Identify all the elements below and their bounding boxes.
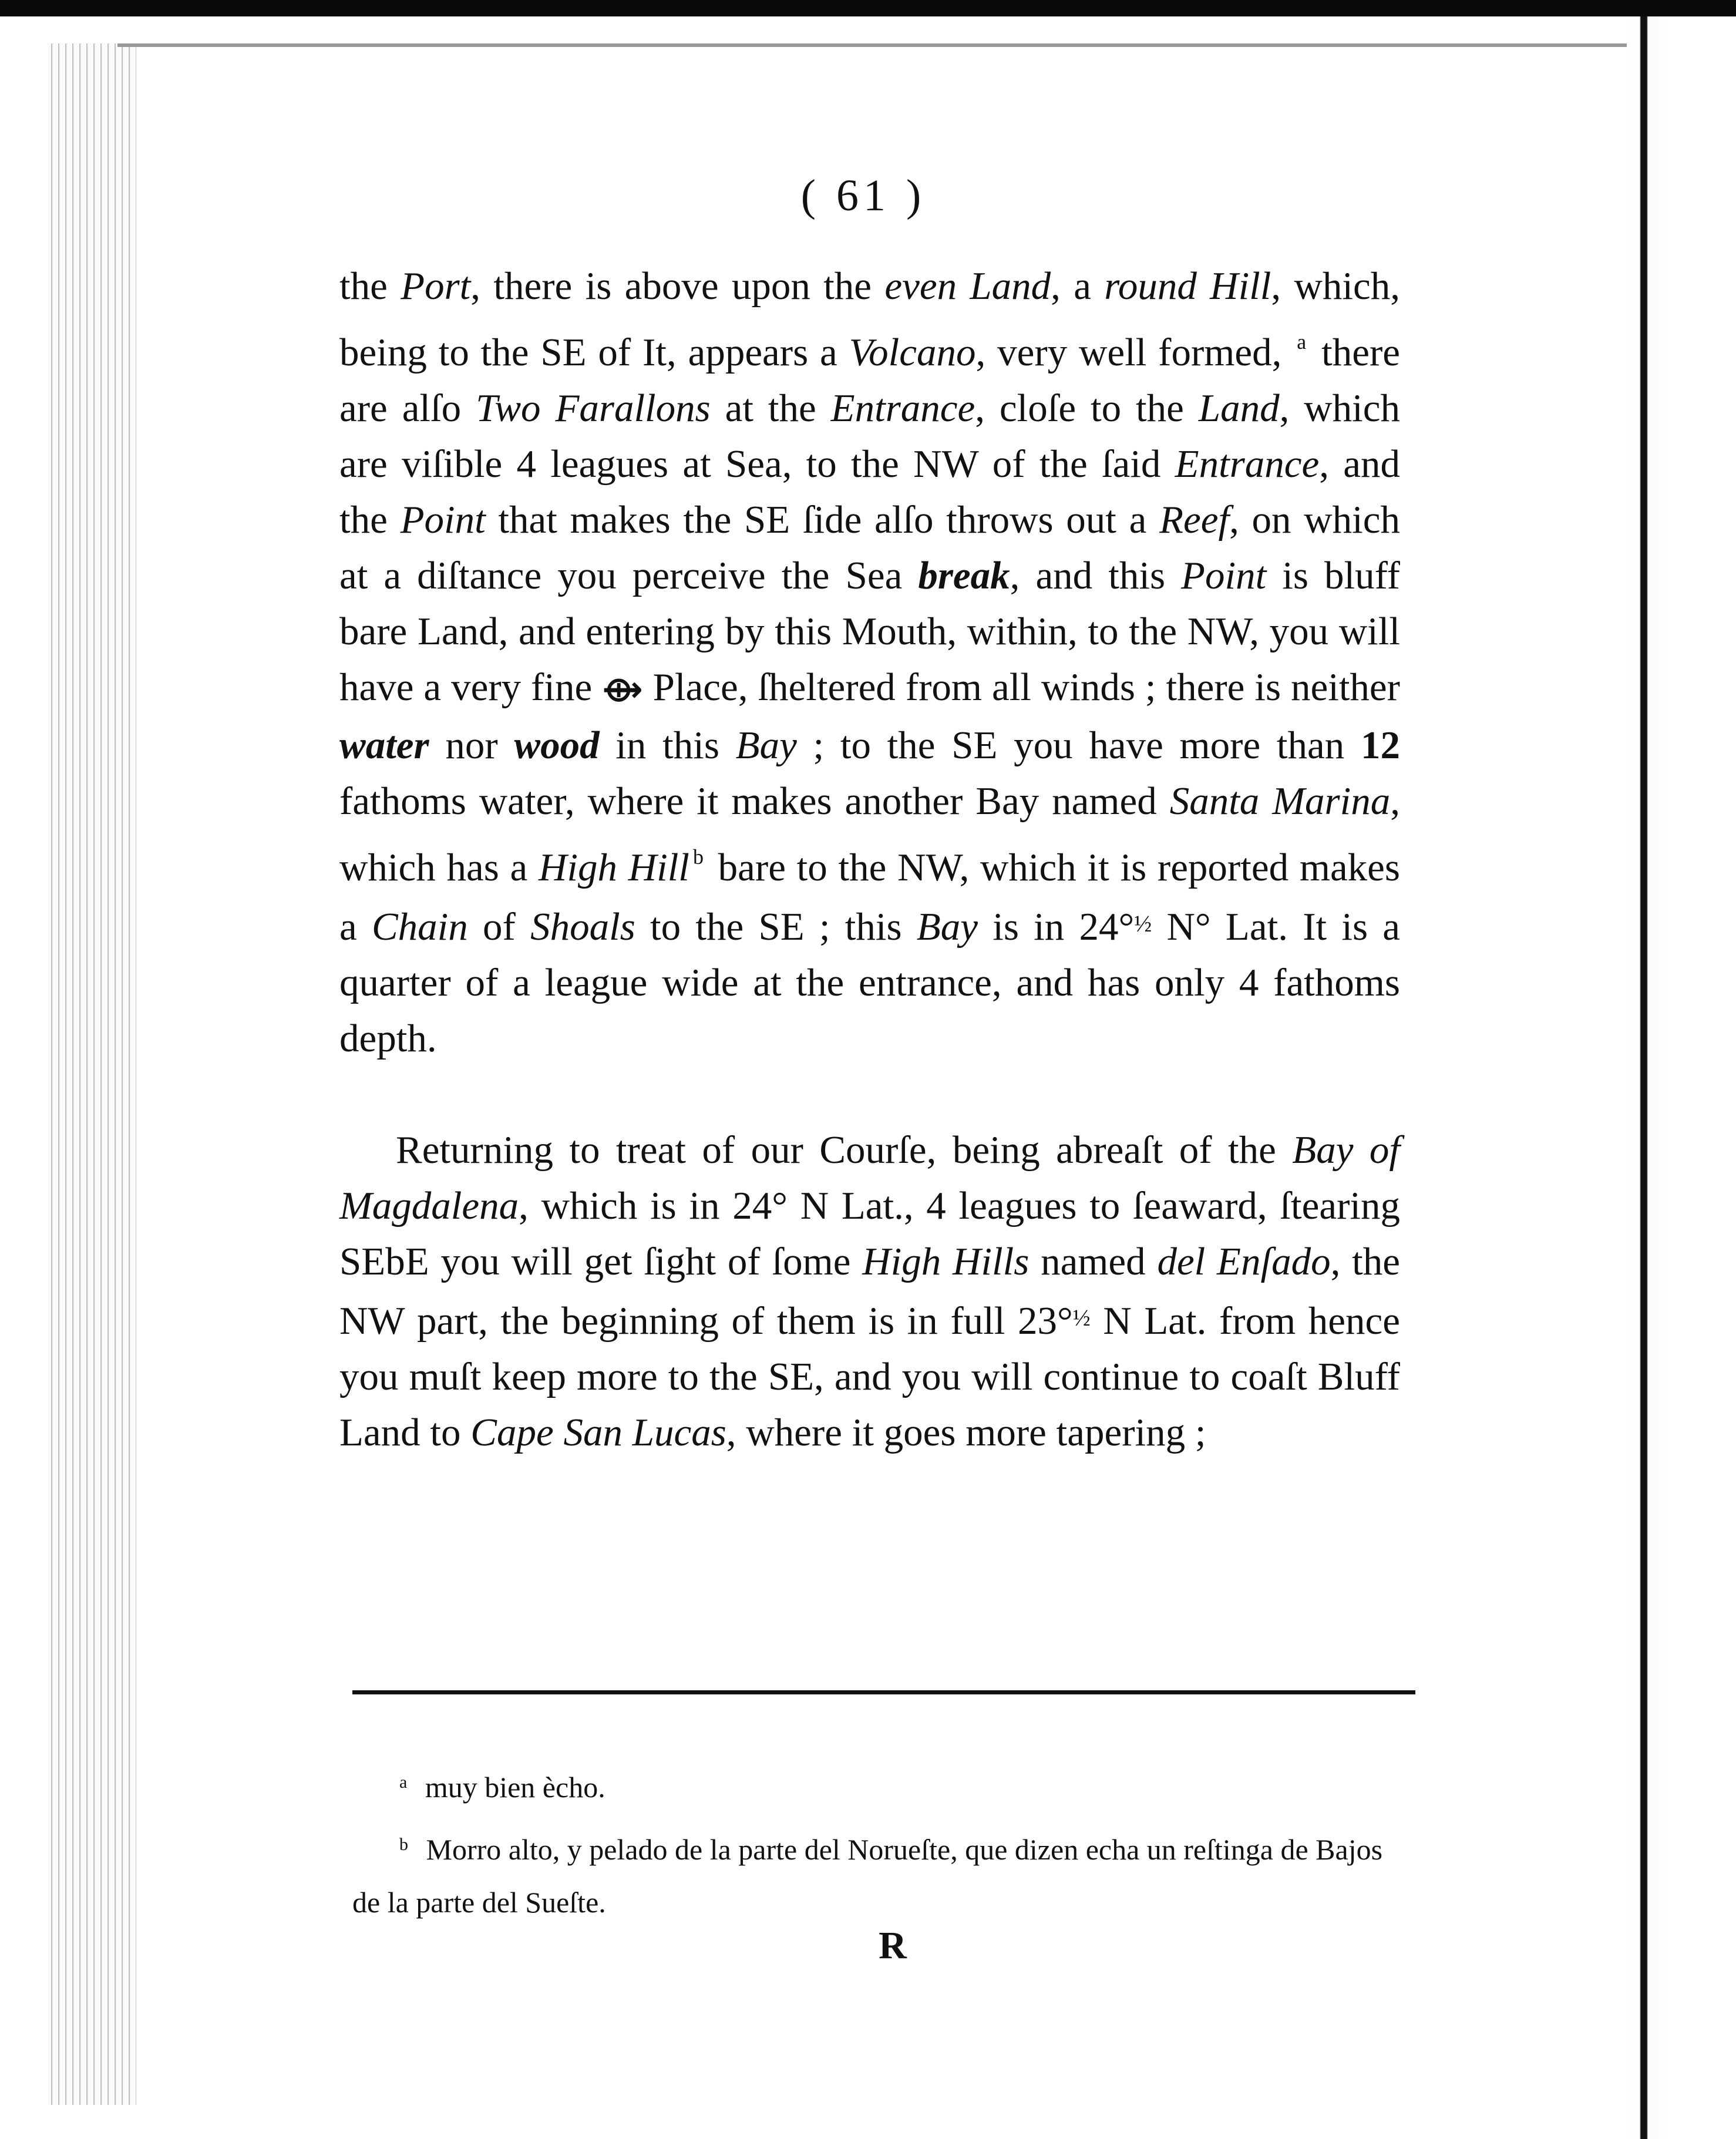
text-run: of bbox=[467, 905, 531, 949]
text-run: , cloſe to the bbox=[975, 386, 1199, 430]
binding-gutter bbox=[1627, 16, 1669, 2139]
footnote-mark: a bbox=[399, 1773, 408, 1792]
italic-run: round Hill bbox=[1104, 264, 1271, 308]
bold-run: 12 bbox=[1361, 724, 1401, 767]
text-run: nor bbox=[429, 724, 514, 767]
italic-run: del Enſado bbox=[1157, 1240, 1331, 1283]
text-run: to the SE ; this bbox=[635, 905, 917, 949]
text-run: Returning to treat of our Courſe, being abreaſt of the bbox=[396, 1128, 1293, 1172]
text-run: , and the bbox=[339, 442, 1400, 542]
text-run: , which, being to the SE of It, appears a bbox=[339, 264, 1400, 374]
scan-top-border bbox=[0, 0, 1736, 16]
italic-run: Volcano bbox=[849, 331, 976, 374]
paragraph bbox=[339, 1122, 1400, 1461]
text-run: , very well formed, bbox=[975, 331, 1294, 374]
italic-run: Entrance bbox=[1175, 442, 1320, 486]
italic-run: Point bbox=[1181, 554, 1267, 597]
footnote-ref: b bbox=[692, 845, 704, 869]
italic-run: Bay of Magdalena bbox=[339, 1128, 1400, 1227]
page-stack-edges bbox=[48, 43, 136, 2105]
text-run: , a bbox=[1051, 264, 1105, 308]
page-number: ( 61 ) bbox=[800, 171, 926, 220]
text-run: bare to the NW, which it is reported makes a bbox=[339, 846, 1400, 949]
text-run: , there is above upon the bbox=[470, 264, 885, 308]
italic-run: Two Farallons bbox=[476, 386, 711, 430]
italic-run: Chain bbox=[371, 905, 468, 949]
text-run: the bbox=[339, 264, 401, 308]
text-run: that makes the SE ſide alſo throws out a bbox=[485, 498, 1160, 542]
text-run: there are alſo bbox=[339, 331, 1400, 430]
footnote-text: muy bien ècho. bbox=[425, 1771, 605, 1804]
footnote-mark: b bbox=[399, 1835, 408, 1854]
body-text bbox=[339, 258, 1400, 1461]
italic-run: Bay bbox=[735, 724, 797, 767]
text-run: , which has a bbox=[339, 779, 1400, 889]
bold-italic-run: wood bbox=[514, 724, 600, 767]
italic-run: Reef bbox=[1159, 498, 1230, 542]
text-run: named bbox=[1029, 1240, 1158, 1283]
bold-italic-run: break bbox=[918, 554, 1010, 597]
italic-run: Land bbox=[1198, 386, 1280, 430]
fraction: ½ bbox=[1134, 910, 1152, 937]
footnote-ref: a bbox=[1297, 330, 1307, 354]
text-run: ; to the SE you have more than bbox=[796, 724, 1361, 767]
footnote-a bbox=[352, 1756, 1415, 1814]
italic-run: Point bbox=[400, 498, 486, 542]
bold-italic-run: water bbox=[339, 724, 429, 767]
footnote-text: Morro alto, y pelado de la parte del Norueſte, que dizen echa un reſtinga de Bajos de la parte del Sueſte. bbox=[352, 1833, 1383, 1919]
text-run: at the bbox=[710, 386, 831, 430]
text-run: N° Lat. It is a quarter of a league wide at the entrance, and has only 4 fathoms depth. bbox=[339, 905, 1401, 1060]
text-run: , which is in 24° N Lat., 4 leagues to ſeaward, ſtearing SEbE you will get ſight of ſome bbox=[339, 1184, 1400, 1283]
footnote-b bbox=[352, 1818, 1415, 1929]
fraction: ½ bbox=[1072, 1304, 1091, 1331]
text-run: is in 24° bbox=[977, 905, 1135, 949]
text-run: Place, ſheltered from all winds ; there is neither bbox=[642, 665, 1400, 709]
signature-mark: R bbox=[879, 1924, 907, 1967]
footnotes bbox=[352, 1756, 1415, 1929]
italic-run: Bay bbox=[916, 905, 978, 949]
text-run: N Lat. from hence you muſt keep more to the SE, and you will continue to coaſt Bluff Land to bbox=[339, 1299, 1400, 1454]
italic-run: Port bbox=[401, 264, 471, 308]
anchor-icon: ⟴ bbox=[602, 669, 643, 710]
text-run: , on which at a diſtance you perceive the Sea bbox=[339, 498, 1400, 597]
footnote-rule bbox=[352, 1690, 1415, 1694]
italic-run: Shoals bbox=[530, 905, 635, 949]
text-run: fathoms water, where it makes another Bay named bbox=[339, 779, 1170, 823]
italic-run: even Land bbox=[884, 264, 1051, 308]
text-run: is bluff bare Land, and entering by this Mouth, within, to the NW, you will have a very fine bbox=[339, 554, 1400, 709]
text-run: , the NW part, the beginning of them is in full 23° bbox=[339, 1240, 1400, 1343]
italic-run: Entrance bbox=[830, 386, 975, 430]
italic-run: High Hill bbox=[538, 846, 689, 889]
italic-run: Santa Marina bbox=[1169, 779, 1391, 823]
paragraph bbox=[339, 258, 1400, 1067]
text-run: in this bbox=[599, 724, 736, 767]
text-run: , and this bbox=[1010, 554, 1182, 597]
facing-page bbox=[1669, 16, 1736, 2139]
text-run: , where it goes more tapering ; bbox=[726, 1411, 1206, 1454]
text-run: , which are viſible 4 leagues at Sea, to the NW of the ſaid bbox=[339, 386, 1400, 486]
italic-run: Cape San Lucas bbox=[470, 1411, 726, 1454]
italic-run: High Hills bbox=[862, 1240, 1030, 1283]
